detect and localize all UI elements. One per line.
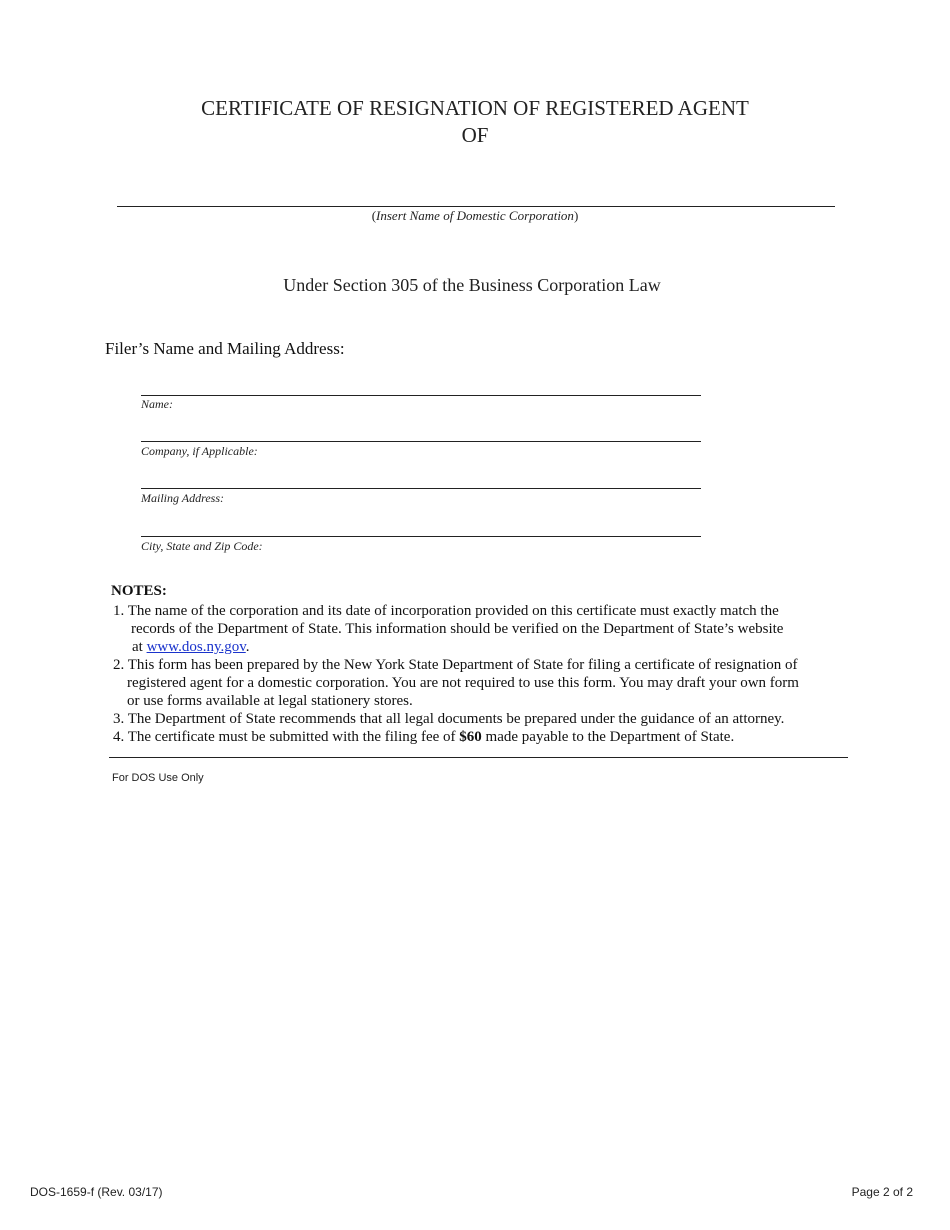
address-field-line[interactable]	[141, 488, 701, 489]
dos-use-only-label: For DOS Use Only	[112, 772, 204, 784]
note-2-line-3: or use forms available at legal stationery stores.	[127, 693, 413, 709]
city-field-line[interactable]	[141, 536, 701, 537]
document-title	[0, 95, 950, 149]
section-divider	[109, 757, 848, 758]
note-1-line-1: 1. The name of the corporation and its date of incorporation provided on this certificate must exactly match the	[113, 603, 779, 619]
filer-heading: Filer’s Name and Mailing Address:	[105, 339, 345, 358]
address-field-label: Mailing Address:	[141, 491, 224, 505]
notes-heading: NOTES:	[111, 583, 167, 599]
page-number: Page 2 of 2	[851, 1185, 913, 1199]
corporation-name-caption: (Insert Name of Domestic Corporation)	[371, 208, 579, 223]
filing-fee: $60	[459, 729, 482, 745]
statute-subtitle: Under Section 305 of the Business Corporation Law	[283, 275, 661, 295]
title-line-2: OF	[461, 123, 489, 147]
form-id: DOS-1659-f (Rev. 03/17)	[30, 1185, 163, 1199]
name-field-line[interactable]	[141, 395, 701, 396]
note-4: 4. The certificate must be submitted with the filing fee of $60 made payable to the Department of State.	[113, 729, 735, 745]
city-field-label: City, State and Zip Code:	[141, 539, 263, 553]
note-2-line-1: 2. This form has been prepared by the New York State Department of State for filing a certificate of resignation of	[113, 657, 798, 673]
note-1-line-2: records of the Department of State. This information should be verified on the Department of State’s website	[131, 621, 784, 637]
company-field-line[interactable]	[141, 441, 701, 442]
note-2-line-2: registered agent for a domestic corporation. You are not required to use this form. You may draft your own form	[127, 675, 799, 691]
name-field-label: Name:	[141, 397, 173, 411]
title-line-1: CERTIFICATE OF RESIGNATION OF REGISTERED AGENT	[201, 96, 749, 120]
note-3: 3. The Department of State recommends that all legal documents be prepared under the guidance of an attorney.	[113, 711, 785, 727]
company-field-label: Company, if Applicable:	[141, 444, 258, 458]
corporation-name-line[interactable]	[117, 206, 835, 207]
dos-website-link[interactable]: www.dos.ny.gov	[146, 639, 246, 655]
note-1-line-3: at www.dos.ny.gov.	[132, 639, 250, 655]
